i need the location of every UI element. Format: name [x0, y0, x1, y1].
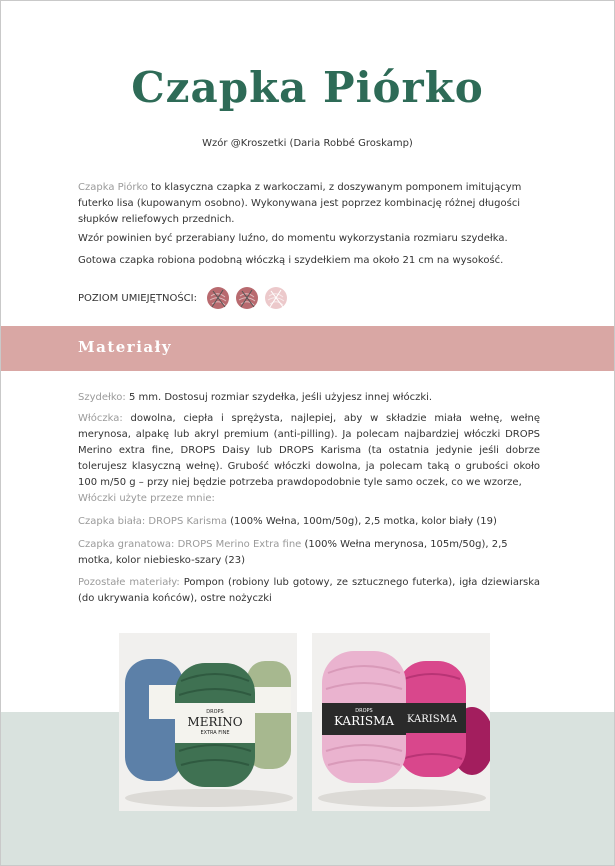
pattern-credit: Wzór @Kroszetki (Daria Robbé Groskamp): [202, 138, 413, 149]
other-materials-label: Pozostałe materiały:: [78, 577, 180, 588]
skill-level: [78, 286, 294, 310]
intro-paragraph-3: Gotowa czapka robiona podobną włóczką i szydełkiem ma około 21 cm na wysokość.: [78, 255, 504, 266]
skill-yarn-ball-empty-icon: [265, 287, 287, 309]
used-yarns-label: Włóczki użyte przeze mnie:: [78, 493, 215, 504]
merino-yarn-photo: [119, 633, 297, 811]
skill-yarn-ball-icon: [207, 287, 229, 309]
bottom-background-band: [1, 712, 614, 865]
other-materials-paragraph: [78, 575, 540, 607]
intro-paragraph-2: Wzór powinien być przerabiany luźno, do momentu wykorzystania rozmiaru szydełka.: [78, 233, 508, 244]
materials-heading: Materiały: [78, 338, 173, 356]
skill-yarn-ball-icon: [236, 287, 258, 309]
navy-hat-text: (100% Wełna merynosa, 105m/50g), 2,5 motka, kolor niebiesko-szary (23): [78, 539, 508, 566]
materials-section-header: [1, 326, 614, 371]
hook-label: Szydełko:: [78, 392, 126, 403]
navy-hat-label: Czapka granatowa: DROPS Merino Extra fine: [78, 539, 302, 550]
yarn-label: Włóczka:: [78, 413, 123, 424]
merino-label-sub: EXTRA FINE: [200, 730, 230, 736]
merino-label-name: MERINO: [187, 715, 243, 729]
pattern-title: Czapka Piórko: [131, 63, 484, 112]
intro-description: to klasyczna czapka z warkoczami, z doszywanym pomponem imitującym futerko lisa (kupowanym osobno). Wykonywana jest poprzez kombinację różnej długości słupków reliefowych przednich.: [78, 182, 522, 225]
hook-paragraph: [78, 390, 540, 406]
yarn-paragraph: [78, 411, 540, 491]
white-hat-paragraph: [78, 514, 540, 530]
white-hat-label: Czapka biała: DROPS Karisma: [78, 516, 227, 527]
intro-pattern-name: Czapka Piórko: [78, 182, 148, 193]
merino-label-brand: DROPS: [206, 709, 224, 715]
karisma-label-name-2: KARISMA: [406, 714, 458, 725]
karisma-yarn-photo: [312, 633, 490, 811]
karisma-label-brand: DROPS: [355, 708, 373, 714]
skill-level-label: POZIOM UMIEJĘTNOŚCI:: [78, 292, 197, 304]
intro-paragraph-1: [78, 180, 540, 228]
hook-text: 5 mm. Dostosuj rozmiar szydełka, jeśli użyjesz innej włóczki.: [125, 392, 433, 403]
karisma-label-name: KARISMA: [333, 714, 395, 728]
navy-hat-paragraph: [78, 537, 540, 569]
white-hat-text: (100% Wełna, 100m/50g), 2,5 motka, kolor biały (19): [226, 516, 497, 527]
yarn-text: dowolna, ciepła i sprężysta, najlepiej, aby w składzie miała wełnę, wełnę merynosa, alpakę lub akryl premium (anti-pilling). Ja polecam najbardziej włóczki DROPS Merino extra fine, DROPS Daisy lub DROPS Karisma (ta ostatnia jedynie jeśli dobrze tolerujesz klasyczną wełnę). Grubość włóczki dowolna, ja polecam taką o grubości około 100 m/50 g – przy niej będzie potrzeba prawdopodobnie tyle samo oczek, co we wzorze,: [78, 413, 540, 488]
other-materials-text: Pompon (robiony lub gotowy, ze sztucznego futerka), igła dziewiarska (do ukrywania końców), ostre nożyczki: [78, 577, 541, 604]
